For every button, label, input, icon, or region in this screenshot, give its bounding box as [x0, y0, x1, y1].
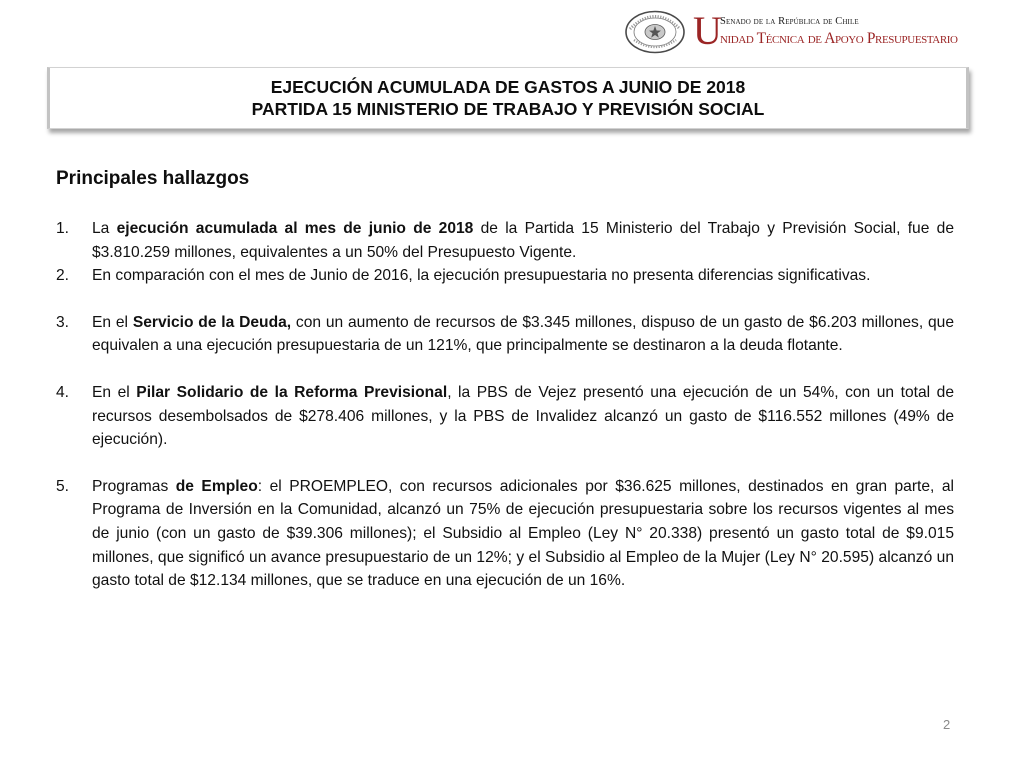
item-emphasis: de Empleo — [175, 477, 258, 495]
logo-unit-name: nidad Técnica de Apoyo Presupuestario — [720, 30, 958, 47]
page-subtitle: PARTIDA 15 MINISTERIO DE TRABAJO Y PREVISIÓN SOCIAL — [251, 99, 765, 119]
logo-initial: U — [693, 8, 722, 53]
item-text: La — [92, 220, 117, 237]
list-item — [56, 311, 954, 358]
title-box — [47, 67, 969, 129]
list-item — [56, 217, 954, 264]
item-text: En comparación con el mes de Junio de 2016, la ejecución presupuestaria no presenta diferencias significativas. — [92, 267, 871, 285]
section-heading: Principales hallazgos — [56, 168, 250, 189]
item-number: 4. — [56, 383, 70, 401]
item-emphasis: ejecución acumulada al mes de junio de 2018 — [116, 220, 474, 237]
item-text: : el PROEMPLEO, con recursos adicionales por $36.625 millones, destinados en gran parte, al Programa de Inversión en la Comunidad, alcanzó un 75% de ejecución presupuestaria sobre los recursos vigentes al mes de junio (con un gasto de $39.306 millones); el Subsidio al Empleo (Ley N° 20.338) presentó un gasto total de $9.015 millones, que significó un avance presupuestario de un 12%; y el Subsidio al Empleo de la Mujer (Ley N° 20.595) alcanzó un gasto total de $12.134 millones, que se traduce en una ejecución de un 16%. — [92, 477, 954, 590]
item-text: En el — [92, 313, 133, 331]
page-title: EJECUCIÓN ACUMULADA DE GASTOS A JUNIO DE 2018 — [270, 77, 746, 97]
senate-logo — [624, 10, 1016, 58]
item-text: Programas — [92, 477, 176, 495]
item-emphasis: Servicio de la Deuda, — [132, 313, 292, 331]
findings-list — [56, 217, 954, 593]
item-text: con un aumento de recursos de $3.345 millones, dispuso de un gasto de $6.203 millones, que equivalen a una ejecución presupuestaria de un 121%, que principalmente se destinaron a la deuda flotante. — [92, 313, 954, 355]
item-emphasis: Pilar Solidario de la Reforma Previsional — [136, 383, 448, 401]
list-item — [56, 381, 954, 452]
item-text: de la Partida 15 Ministerio del Trabajo y Previsión Social, fue de $3.810.259 millones, equivalentes a un 50% del Presupuesto Vigente. — [92, 220, 954, 261]
list-item — [56, 475, 954, 593]
senate-seal-icon — [624, 10, 686, 54]
list-item — [56, 264, 954, 288]
item-number: 1. — [56, 220, 70, 237]
page-number: 2 — [943, 717, 951, 732]
item-number: 3. — [56, 313, 70, 331]
logo-senate-name: Senado de la República de Chile — [720, 16, 859, 27]
item-number: 2. — [56, 267, 70, 285]
item-text: , la PBS de Vejez presentó una ejecución de un 54%, con un total de recursos desembolsados de $278.406 millones, y la PBS de Invalidez alcanzó un gasto de $116.552 millones (49% de ejecución). — [92, 383, 954, 449]
item-text: En el — [92, 383, 137, 401]
item-number: 5. — [56, 477, 70, 495]
